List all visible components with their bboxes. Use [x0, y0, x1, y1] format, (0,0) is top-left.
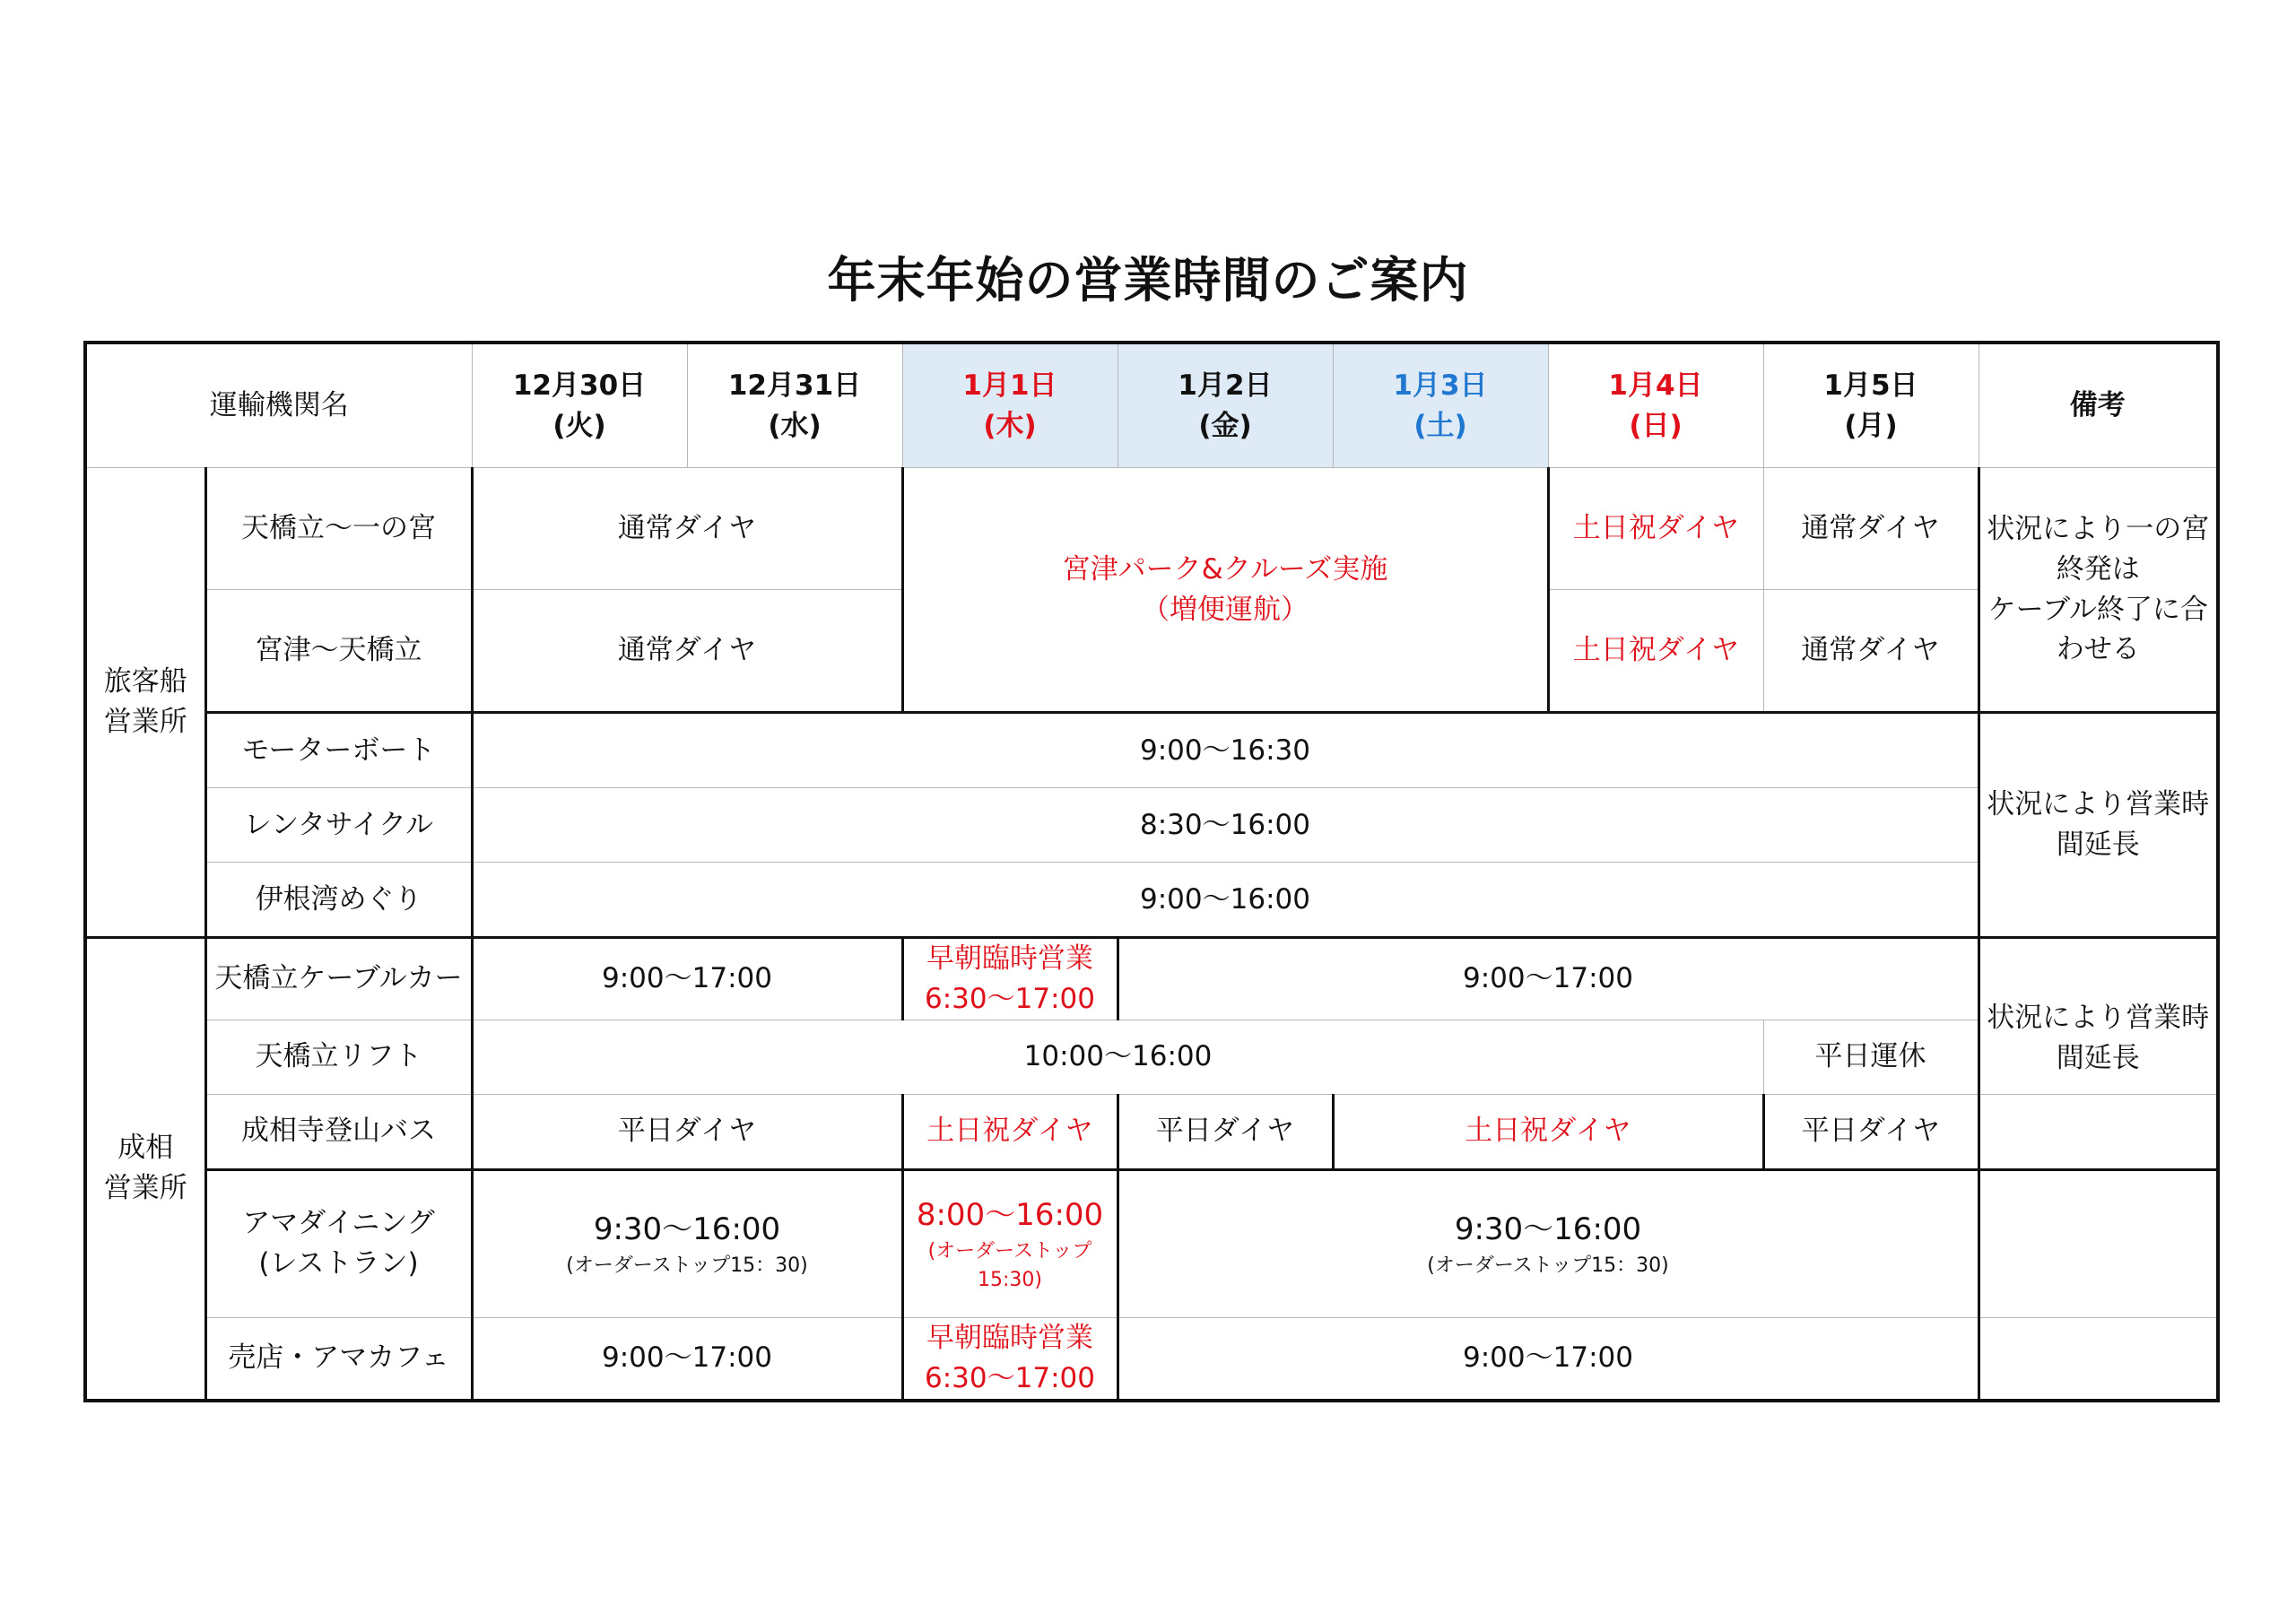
cell-miyazu-jan4: 土日祝ダイヤ	[1548, 590, 1763, 713]
table-row	[85, 863, 2218, 938]
cell-rentacycle-hours: 8:30～16:00	[472, 788, 1979, 863]
cell-bus-jan5: 平日ダイヤ	[1763, 1094, 1979, 1169]
cell-shop-dec: 9:00～17:00	[472, 1317, 902, 1400]
cell-cablecar-jan1: 早朝臨時営業 6:30～17:00	[902, 938, 1118, 1020]
row-name-shop: 売店・アマカフェ	[205, 1317, 472, 1400]
note-cable-extend: 状況により営業時間延長	[1979, 938, 2218, 1095]
cell-cablecar-dec: 9:00～17:00	[472, 938, 902, 1020]
table-row	[85, 788, 2218, 863]
row-name-ichinomiya: 天橋立～一の宮	[205, 468, 472, 590]
header-date-jan4: 1月4日 (日)	[1548, 343, 1763, 468]
cell-bus-jan2: 平日ダイヤ	[1118, 1094, 1333, 1169]
note-amadining-empty	[1979, 1169, 2218, 1317]
cell-amadining-jan1: 8:00～16:00 (オーダーストップ15:30)	[902, 1169, 1118, 1317]
header-date-dec31: 12月31日 (水)	[687, 343, 902, 468]
row-name-amadining: アマダイニング (レストラン)	[205, 1169, 472, 1317]
row-name-miyazu: 宮津～天橋立	[205, 590, 472, 713]
note-shop-empty	[1979, 1317, 2218, 1400]
cell-cablecar-rest: 9:00～17:00	[1118, 938, 1979, 1020]
row-name-motorboat: モーターボート	[205, 713, 472, 788]
cell-bus-dec: 平日ダイヤ	[472, 1094, 902, 1169]
row-name-cablecar: 天橋立ケーブルカー	[205, 938, 472, 1020]
table-row	[85, 938, 2218, 1020]
header-date-jan1: 1月1日 (木)	[902, 343, 1118, 468]
cell-shop-jan1: 早朝臨時営業 6:30～17:00	[902, 1317, 1118, 1400]
cell-lift-hours: 10:00～16:00	[472, 1020, 1763, 1094]
row-name-bus: 成相寺登山バス	[205, 1094, 472, 1169]
cell-ichinomiya-jan4: 土日祝ダイヤ	[1548, 468, 1763, 590]
table-row	[85, 1169, 2218, 1317]
cell-bus-jan3-4: 土日祝ダイヤ	[1333, 1094, 1763, 1169]
cell-park-cruise: 宮津パーク&クルーズ実施 （増便運航）	[902, 468, 1548, 713]
cell-shop-rest: 9:00～17:00	[1118, 1317, 1979, 1400]
group-nariai: 成相 営業所	[85, 938, 205, 1401]
header-remarks: 備考	[1979, 343, 2218, 468]
table-row	[85, 713, 2218, 788]
row-name-ine: 伊根湾めぐり	[205, 863, 472, 938]
row-name-rentacycle: レンタサイクル	[205, 788, 472, 863]
table-row	[85, 1317, 2218, 1400]
cell-miyazu-jan5: 通常ダイヤ	[1763, 590, 1979, 713]
header-date-dec30: 12月30日 (火)	[472, 343, 687, 468]
cell-motorboat-hours: 9:00～16:30	[472, 713, 1979, 788]
header-date-jan3: 1月3日 (土)	[1333, 343, 1548, 468]
schedule-table	[83, 341, 2220, 1402]
header-date-jan5: 1月5日 (月)	[1763, 343, 1979, 468]
group-ferry: 旅客船 営業所	[85, 468, 205, 938]
header-operator: 運輸機関名	[85, 343, 472, 468]
table-row	[85, 468, 2218, 590]
header-date-jan2: 1月2日 (金)	[1118, 343, 1333, 468]
note-bus-empty	[1979, 1094, 2218, 1169]
header-row	[85, 343, 2218, 468]
note-ferry-extend: 状況により営業時間延長	[1979, 713, 2218, 938]
table-row	[85, 1094, 2218, 1169]
page-title: 年末年始の営業時間のご案内	[827, 252, 1469, 308]
cell-amadining-dec: 9:30～16:00 (オーダーストップ15：30)	[472, 1169, 902, 1317]
cell-bus-jan1: 土日祝ダイヤ	[902, 1094, 1118, 1169]
cell-ichinomiya-dec: 通常ダイヤ	[472, 468, 902, 590]
cell-ine-hours: 9:00～16:00	[472, 863, 1979, 938]
cell-amadining-rest: 9:30～16:00 (オーダーストップ15：30)	[1118, 1169, 1979, 1317]
table-row	[85, 1020, 2218, 1094]
row-name-lift: 天橋立リフト	[205, 1020, 472, 1094]
cell-ichinomiya-jan5: 通常ダイヤ	[1763, 468, 1979, 590]
cell-miyazu-dec: 通常ダイヤ	[472, 590, 902, 713]
cell-lift-jan5: 平日運休	[1763, 1020, 1979, 1094]
note-ferry: 状況により一の宮終発は ケーブル終了に合わせる	[1979, 468, 2218, 713]
